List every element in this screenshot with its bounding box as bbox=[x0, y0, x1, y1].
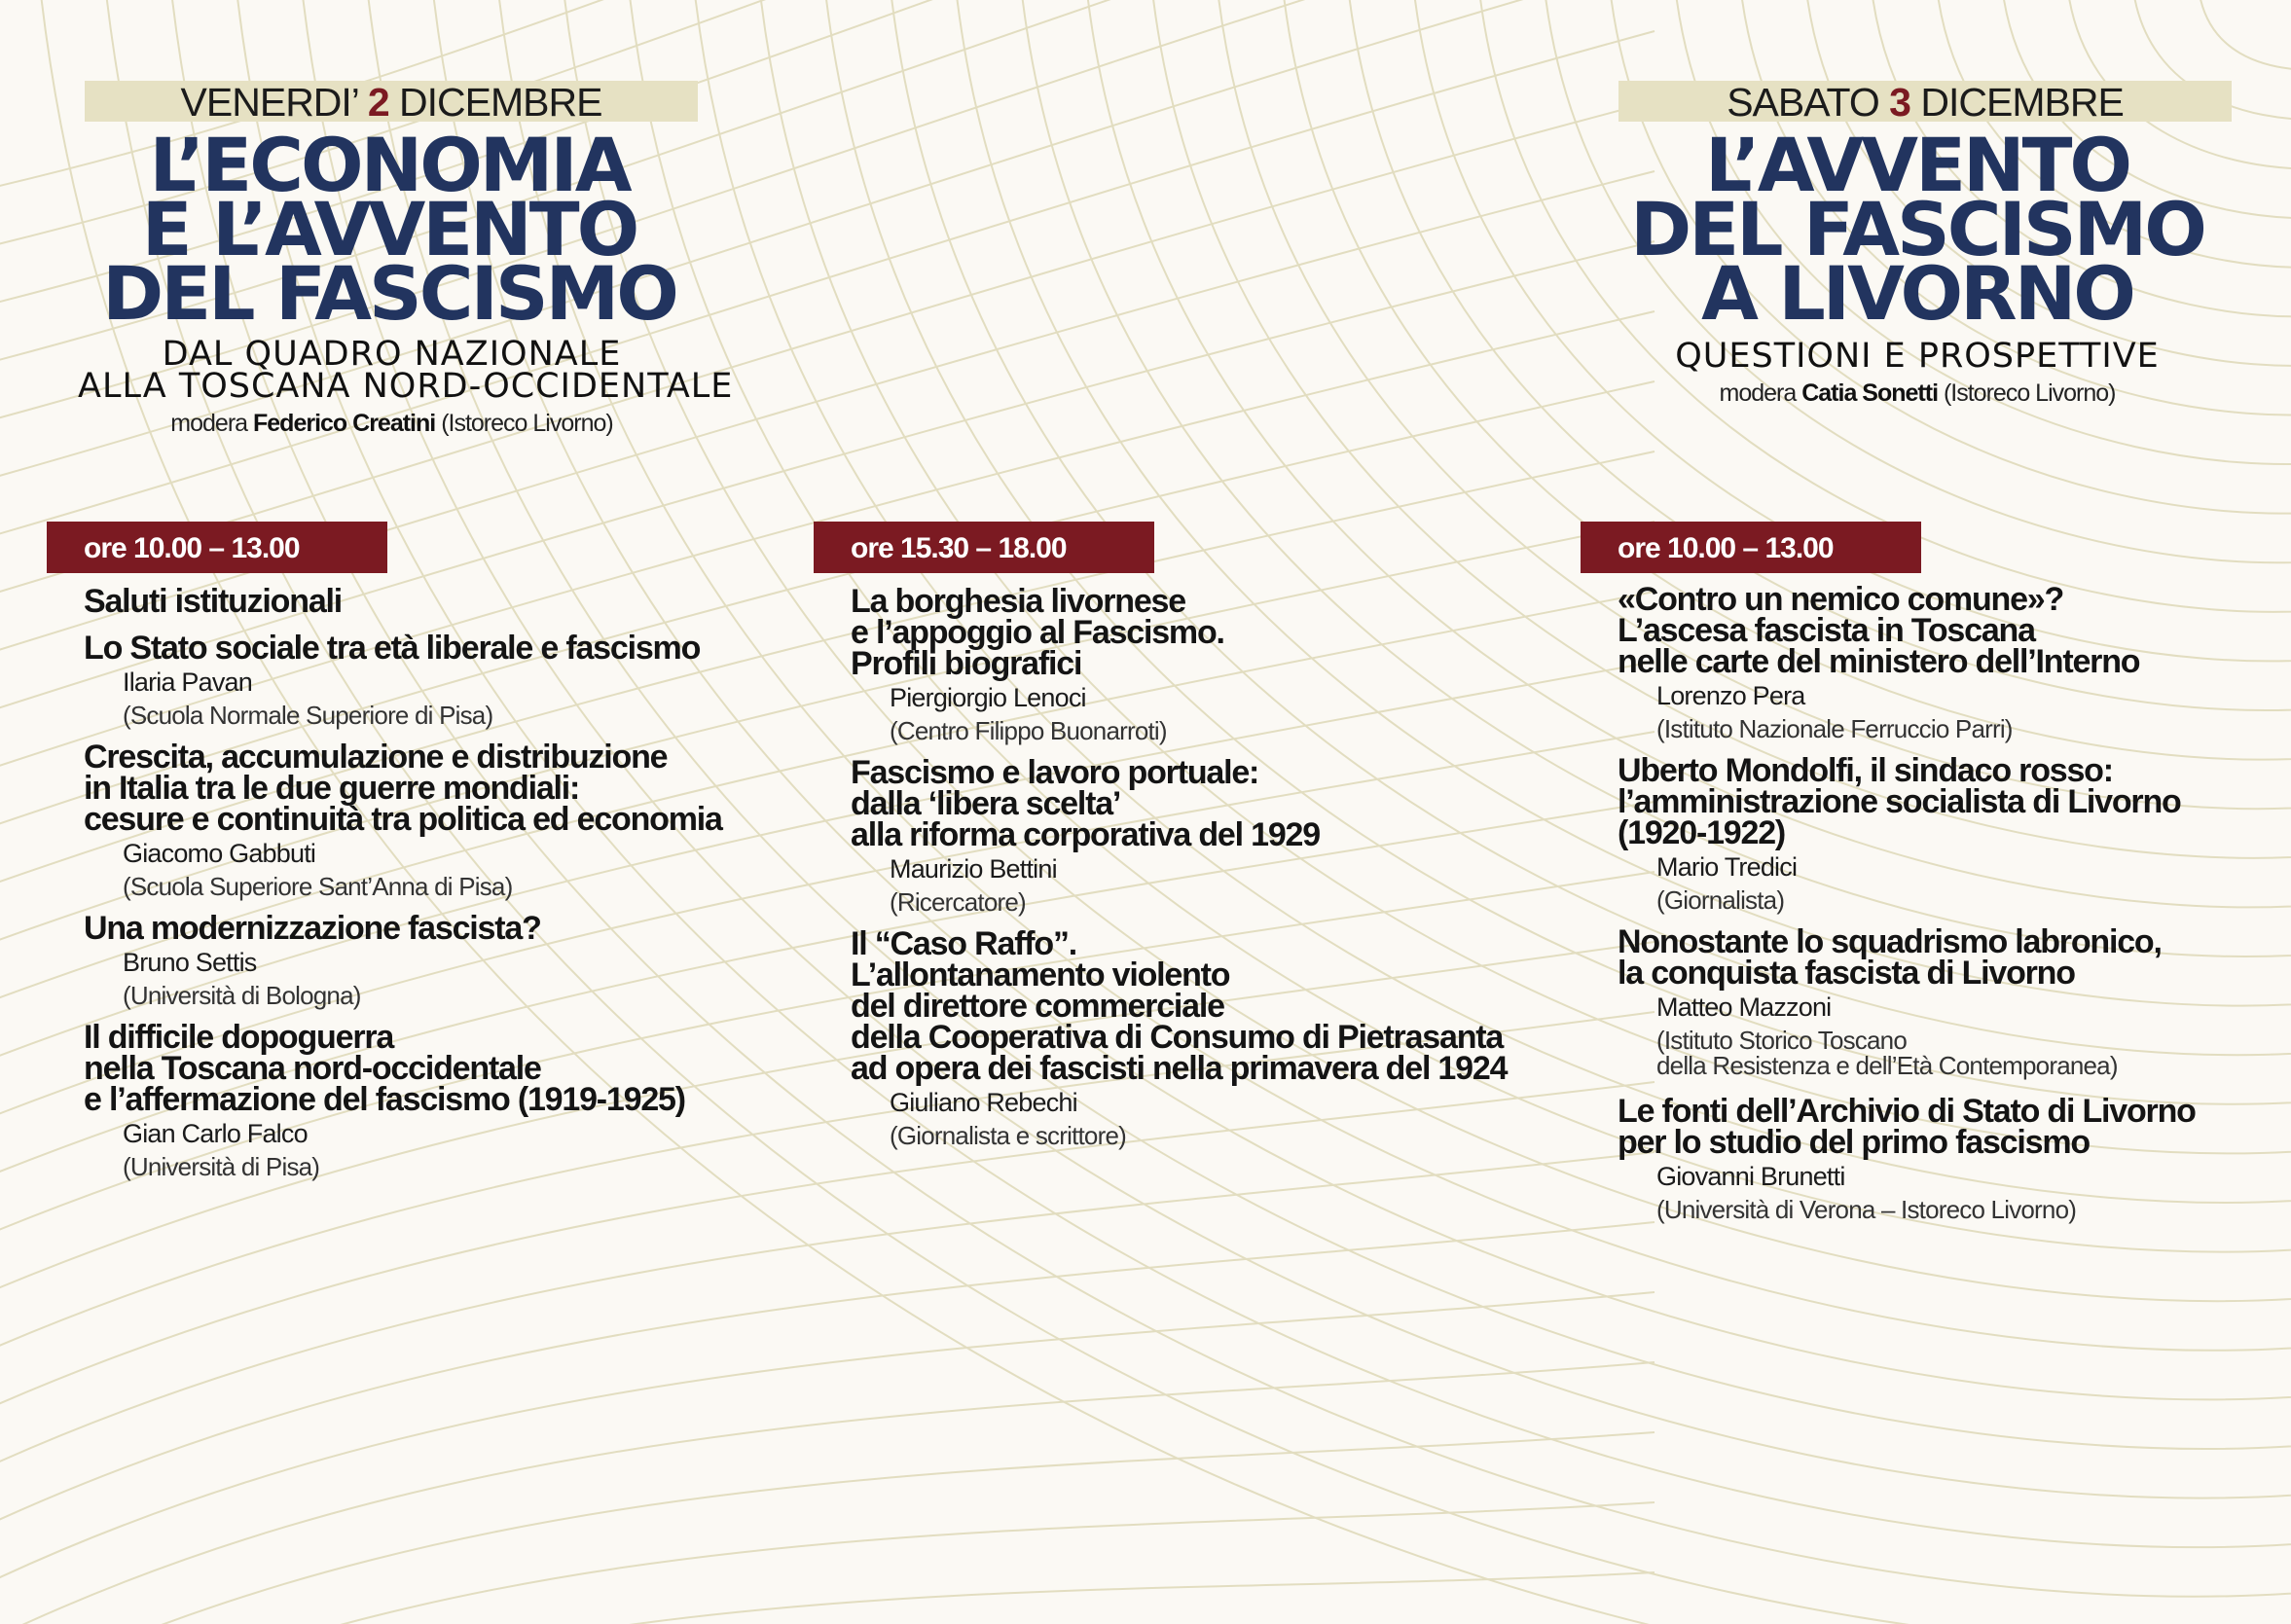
wave-line bbox=[0, 1502, 1655, 1624]
right-moderator-affiliation: (Istoreco Livorno) bbox=[1943, 379, 2116, 407]
speaker-name: Gian Carlo Falco bbox=[123, 1119, 308, 1148]
program-item bbox=[84, 632, 765, 728]
talk-title-line: ad opera dei fascisti nella primavera del 1924 bbox=[851, 1050, 1508, 1087]
left-moderator-name: Federico Creatini bbox=[253, 410, 436, 437]
speaker-affiliation bbox=[123, 703, 765, 728]
left-moderator-affiliation: (Istoreco Livorno) bbox=[441, 410, 613, 437]
speaker-affiliation bbox=[123, 983, 765, 1008]
left-date-weekday: VENERDI’ bbox=[180, 80, 358, 125]
talk-title-line: del direttore commerciale bbox=[851, 988, 1224, 1025]
left-session-time: ore 10.00 – 13.00 bbox=[47, 522, 387, 573]
speaker-affiliation bbox=[1656, 716, 2279, 741]
talk-title bbox=[84, 1019, 765, 1118]
affiliation-line: (Giornalista) bbox=[1656, 885, 1785, 915]
speaker-affiliation bbox=[1656, 887, 2279, 913]
talk-title bbox=[851, 754, 1571, 853]
talk-title bbox=[1618, 752, 2279, 851]
talk-title-line: Lo Stato sociale tra età liberale e fascismo bbox=[84, 630, 701, 667]
affiliation-line: (Giornalista e scrittore) bbox=[890, 1121, 1126, 1150]
speaker-name: Matteo Mazzoni bbox=[1656, 992, 1832, 1022]
speaker-name: Giovanni Brunetti bbox=[1656, 1162, 1845, 1191]
speaker-affiliation bbox=[1656, 1028, 2279, 1078]
talk-title-line: l’amministrazione socialista di Livorno bbox=[1618, 783, 2181, 820]
left-subtitle bbox=[78, 335, 734, 406]
talk-title-line: Nonostante lo squadrismo labronico, bbox=[1618, 923, 2162, 960]
right-title-line: DEL FASCISMO bbox=[1630, 186, 2204, 272]
left-date-month: DICEMBRE bbox=[399, 80, 602, 125]
talk-title-line: Profili biografici bbox=[851, 645, 1082, 682]
affiliation-line: della Resistenza e dell’Età Contemporanea) bbox=[1656, 1051, 2118, 1080]
talk-title bbox=[1618, 923, 2279, 992]
left-subtitle-line: DAL QUADRO NAZIONALE bbox=[162, 335, 622, 374]
talk-title bbox=[1618, 581, 2279, 680]
program-item bbox=[851, 925, 1571, 1150]
left-date-day: 2 bbox=[367, 80, 389, 125]
talk-title-line: la conquista fascista di Livorno bbox=[1618, 955, 2075, 992]
talk-title-line: alla riforma corporativa del 1929 bbox=[851, 816, 1320, 853]
talk-title-line: e l’appoggio al Fascismo. bbox=[851, 614, 1224, 651]
left-title-line: E L’AVVENTO bbox=[141, 186, 637, 272]
talk-title bbox=[84, 583, 765, 620]
speaker-affiliation bbox=[123, 874, 765, 899]
program-item bbox=[1618, 752, 2279, 915]
talk-title-line: Uberto Mondolfi, il sindaco rosso: bbox=[1618, 752, 2113, 789]
wave-line bbox=[0, 1572, 1655, 1624]
left-moderator-prefix: modera bbox=[170, 410, 248, 437]
talk-title-line: Il “Caso Raffo”. bbox=[851, 925, 1077, 962]
right-title bbox=[1616, 122, 2219, 337]
talk-title-line: cesure e continuità tra politica ed economia bbox=[84, 801, 722, 838]
speaker-affiliation bbox=[890, 718, 1571, 743]
wave-line bbox=[0, 1362, 1655, 1624]
program-item bbox=[1618, 923, 2279, 1080]
speaker-affiliation bbox=[123, 1154, 765, 1179]
program-item bbox=[1618, 1093, 2279, 1224]
left-moderator bbox=[78, 410, 706, 438]
right-program-list bbox=[1618, 581, 2279, 1236]
affiliation-line: (Università di Verona – Istoreco Livorno) bbox=[1656, 1195, 2077, 1224]
talk-title-line: in Italia tra le due guerre mondiali: bbox=[84, 770, 580, 807]
talk-title-line: Le fonti dell’Archivio di Stato di Livorno bbox=[1618, 1093, 2196, 1130]
right-date-day: 3 bbox=[1889, 80, 1910, 125]
program-item bbox=[84, 1019, 765, 1181]
program-item bbox=[851, 583, 1571, 745]
talk-title-line: Crescita, accumulazione e distribuzione bbox=[84, 739, 668, 776]
left-title-line: L’ECONOMIA bbox=[149, 122, 630, 208]
talk-title bbox=[851, 925, 1571, 1087]
talk-title-line: L’allontanamento violento bbox=[851, 956, 1230, 993]
speaker-name: Giacomo Gabbuti bbox=[123, 839, 316, 868]
right-date-month: DICEMBRE bbox=[1920, 80, 2124, 125]
talk-title-line: nella Toscana nord-occidentale bbox=[84, 1050, 541, 1087]
program-item bbox=[84, 583, 765, 620]
program-item bbox=[84, 741, 765, 899]
right-title-line: L’AVVENTO bbox=[1704, 122, 2130, 208]
talk-title-line: Una modernizzazione fascista? bbox=[84, 910, 541, 947]
affiliation-line: (Università di Bologna) bbox=[123, 981, 361, 1010]
affiliation-line: (Centro Filippo Buonarroti) bbox=[890, 716, 1167, 745]
affiliation-line: (Istituto Storico Toscano bbox=[1656, 1026, 1907, 1055]
right-title-line: A LIVORNO bbox=[1701, 250, 2133, 337]
speaker-name: Lorenzo Pera bbox=[1656, 681, 1805, 710]
right-date-bar bbox=[1618, 80, 2232, 125]
talk-title-line: per lo studio del primo fascismo bbox=[1618, 1124, 2090, 1161]
talk-title-line: (1920-1922) bbox=[1618, 814, 1786, 851]
program-item bbox=[1618, 581, 2279, 743]
wave-line bbox=[0, 1432, 1655, 1624]
speaker-affiliation bbox=[890, 1123, 1571, 1148]
right-moderator-name: Catia Sonetti bbox=[1801, 379, 1939, 407]
speaker-name: Giuliano Rebechi bbox=[890, 1088, 1077, 1117]
speaker-name: Ilaria Pavan bbox=[123, 668, 252, 697]
talk-title-line: La borghesia livornese bbox=[851, 583, 1185, 620]
right-date-weekday: SABATO bbox=[1727, 80, 1879, 125]
affiliation-line: (Scuola Normale Superiore di Pisa) bbox=[123, 701, 493, 730]
talk-title bbox=[851, 583, 1571, 682]
speaker-affiliation bbox=[890, 889, 1571, 915]
wave-line bbox=[2198, 0, 2291, 70]
speaker-name: Maurizio Bettini bbox=[890, 854, 1057, 884]
speaker-name: Mario Tredici bbox=[1656, 852, 1798, 882]
left-subtitle-line: ALLA TOSCANA NORD-OCCIDENTALE bbox=[78, 367, 734, 406]
program-item bbox=[84, 910, 765, 1010]
affiliation-line: (Ricercatore) bbox=[890, 887, 1026, 917]
talk-title-line: della Cooperativa di Consumo di Pietrasanta bbox=[851, 1019, 1504, 1056]
affiliation-line: (Istituto Nazionale Ferruccio Parri) bbox=[1656, 714, 2013, 743]
talk-title bbox=[1618, 1093, 2279, 1161]
wave-line bbox=[0, 1292, 1655, 1596]
right-session-time: ore 10.00 – 13.00 bbox=[1581, 522, 1921, 573]
talk-title-line: Fascismo e lavoro portuale: bbox=[851, 754, 1259, 791]
left-title bbox=[97, 122, 681, 337]
right-moderator-prefix: modera bbox=[1719, 379, 1797, 407]
affiliation-line: (Scuola Superiore Sant’Anna di Pisa) bbox=[123, 872, 513, 901]
right-moderator bbox=[1616, 379, 2219, 408]
speaker-name: Bruno Settis bbox=[123, 948, 257, 977]
talk-title-line: nelle carte del ministero dell’Interno bbox=[1618, 643, 2140, 680]
talk-title-line: «Contro un nemico comune»? bbox=[1618, 581, 2064, 618]
left-title-line: DEL FASCISMO bbox=[102, 250, 676, 337]
program-item bbox=[851, 754, 1571, 917]
affiliation-line: (Università di Pisa) bbox=[123, 1152, 320, 1181]
middle-session-time: ore 15.30 – 18.00 bbox=[814, 522, 1154, 573]
talk-title bbox=[84, 630, 765, 667]
talk-title-line: dalla ‘libera scelta’ bbox=[851, 785, 1121, 822]
right-subtitle bbox=[1616, 337, 2219, 376]
wave-line bbox=[0, 1152, 1655, 1479]
left-program-list bbox=[84, 583, 765, 1193]
speaker-affiliation bbox=[1656, 1197, 2279, 1222]
right-subtitle-line: QUESTIONI E PROSPETTIVE bbox=[1675, 337, 2160, 376]
talk-title-line: L’ascesa fascista in Toscana bbox=[1618, 612, 2035, 649]
talk-title bbox=[84, 910, 765, 947]
talk-title bbox=[84, 739, 765, 838]
left-date-bar bbox=[85, 80, 698, 125]
talk-title-line: e l’affermazione del fascismo (1919-1925) bbox=[84, 1081, 685, 1118]
talk-title-line: Il difficile dopoguerra bbox=[84, 1019, 394, 1056]
talk-title-line: Saluti istituzionali bbox=[84, 583, 343, 620]
speaker-name: Piergiorgio Lenoci bbox=[890, 683, 1086, 712]
middle-program-list bbox=[851, 583, 1571, 1162]
